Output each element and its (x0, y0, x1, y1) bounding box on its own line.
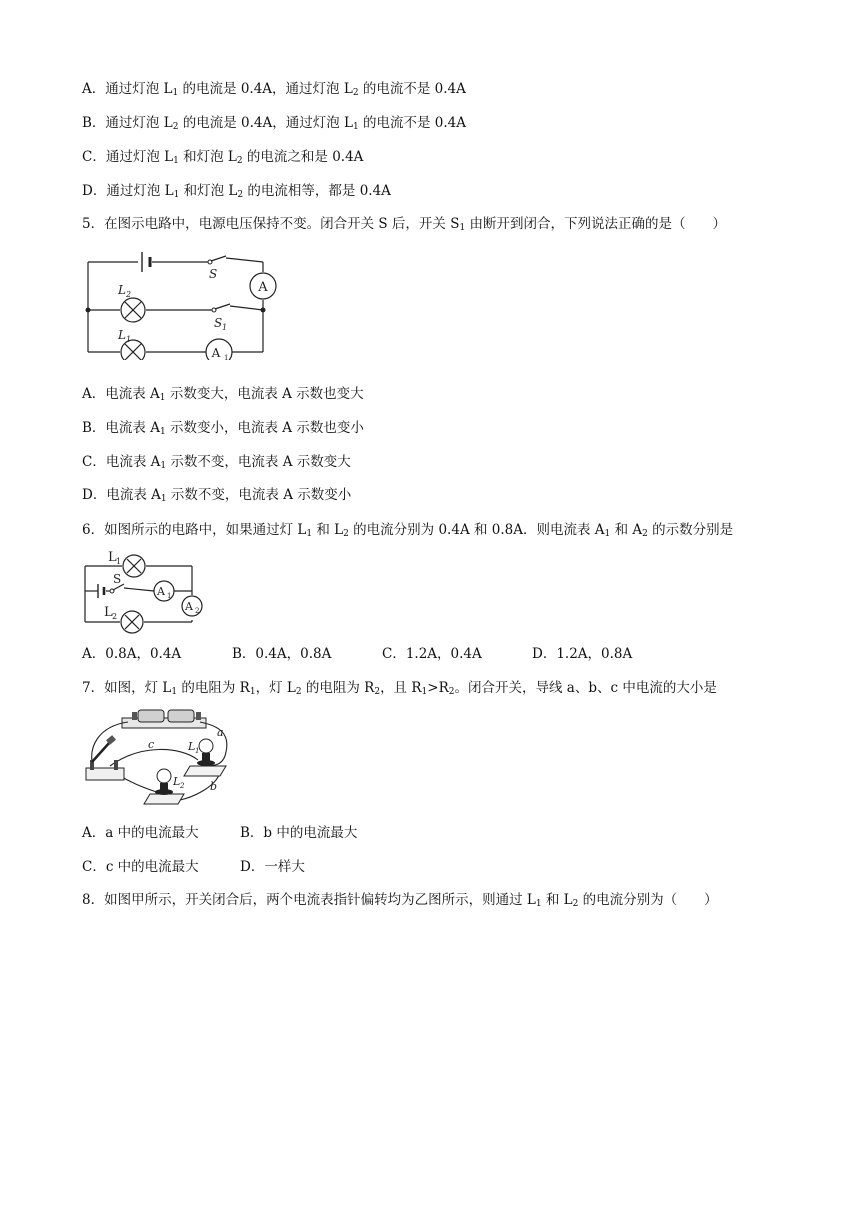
lamp-l2-symbol (121, 298, 145, 322)
q6-option-a: A．0.8A，0.4A (82, 646, 182, 662)
q4-option-c: C．通过灯泡 $L_1$ 和灯泡 $L_2$ 的电流之和是 0.4A (82, 149, 364, 166)
q7-physical-circuit-figure (80, 706, 240, 810)
q6-option-b: B．0.4A，0.8A (232, 646, 332, 662)
switch-s-symbol (208, 256, 226, 264)
q6-option-d: D．1.2A，0.8A (532, 646, 633, 662)
svg-text:L: L (173, 775, 181, 788)
svg-text:A: A (185, 600, 193, 613)
svg-text:L: L (118, 283, 126, 297)
switch-s1-symbol (212, 304, 230, 312)
ammeter-a2-symbol (182, 596, 202, 616)
svg-text:c: c (148, 738, 155, 751)
q5-option-d: D．电流表 $A_1$ 示数不变，电流表 A 示数变小 (82, 487, 352, 504)
svg-text:1: 1 (167, 592, 172, 600)
svg-text:L: L (118, 328, 126, 342)
q5-stem: 5．在图示电路中，电源电压保持不变。闭合开关 S 后，开关 $S_1$ 由断开到闭合，下列说法正确的是（ ） (82, 216, 726, 233)
svg-text:2: 2 (195, 607, 200, 615)
q5-option-a: A．电流表 $A_1$ 示数变大，电流表 A 示数也变大 (82, 386, 364, 403)
q6-stem: 6．如图所示的电路中，如果通过灯 $L_1$ 和 $L_2$ 的电流分别为 0.4A 和 0.8A．则电流表 $A_1$ 和 $A_2$ 的示数分别是 (82, 522, 734, 539)
svg-text:A: A (258, 280, 268, 295)
svg-text:A: A (211, 346, 221, 360)
q6-circuit-figure (80, 548, 210, 638)
q7-option-d: D．一样大 (240, 859, 305, 875)
svg-text:1: 1 (222, 323, 228, 332)
lamp-l2-symbol (121, 611, 143, 633)
svg-text:a: a (217, 726, 224, 739)
ammeter-a1-symbol (206, 339, 232, 360)
svg-text:S: S (209, 267, 218, 281)
q4-option-d: D．通过灯泡 $L_1$ 和灯泡 $L_2$ 的电流相等，都是 0.4A (82, 183, 391, 200)
q4-option-a: A．通过灯泡 $L_1$ 的电流是 0.4A，通过灯泡 $L_2$ 的电流不是 0.4A (82, 81, 466, 98)
q4-option-b: B．通过灯泡 $L_2$ 的电流是 0.4A，通过灯泡 $L_1$ 的电流不是 0.4A (82, 115, 467, 132)
q7-stem: 7．如图，灯 $L_1$ 的电阻为 $R_1$，灯 $L_2$ 的电阻为 $R_2$，且 $R_1>R_2$。闭合开关，导线 a、b、c 中电流的大小是 (82, 680, 717, 697)
svg-text:2: 2 (112, 612, 118, 621)
q5-circuit-figure (80, 248, 280, 360)
q7-option-a: A．a 中的电流最大 (82, 825, 199, 841)
battery-symbol (98, 584, 104, 598)
q5-option-c: C．电流表 $A_1$ 示数不变，电流表 A 示数变大 (82, 454, 351, 471)
q7-option-c: C．c 中的电流最大 (82, 859, 199, 875)
battery-symbol (142, 252, 150, 272)
svg-text:1: 1 (116, 557, 122, 566)
battery-holder (122, 710, 206, 728)
svg-text:1: 1 (126, 335, 132, 344)
svg-text:L: L (108, 550, 117, 565)
ammeter-a-symbol (250, 273, 276, 299)
svg-text:1: 1 (195, 747, 200, 755)
q6-option-c: C．1.2A，0.4A (382, 646, 482, 662)
svg-text:A: A (157, 585, 165, 598)
q8-stem: 8．如图甲所示，开关闭合后，两个电流表指针偏转均为乙图所示，则通过 $L_1$ 和 $L_2$ 的电流分别为（ ） (82, 892, 718, 909)
svg-text:2: 2 (180, 782, 185, 790)
ammeter-a1-symbol (154, 581, 174, 601)
svg-text:2: 2 (126, 290, 132, 299)
lamp-l1-symbol (121, 340, 145, 360)
svg-text:L: L (188, 740, 196, 753)
lamp-l1-symbol (123, 555, 145, 577)
svg-text:1: 1 (224, 354, 229, 360)
q7-option-b: B．b 中的电流最大 (240, 825, 358, 841)
svg-text:S: S (113, 572, 122, 586)
svg-text:S: S (214, 316, 223, 330)
svg-text:L: L (104, 605, 113, 620)
q5-option-b: B．电流表 $A_1$ 示数变小，电流表 A 示数也变小 (82, 420, 364, 437)
svg-text:b: b (210, 780, 218, 793)
